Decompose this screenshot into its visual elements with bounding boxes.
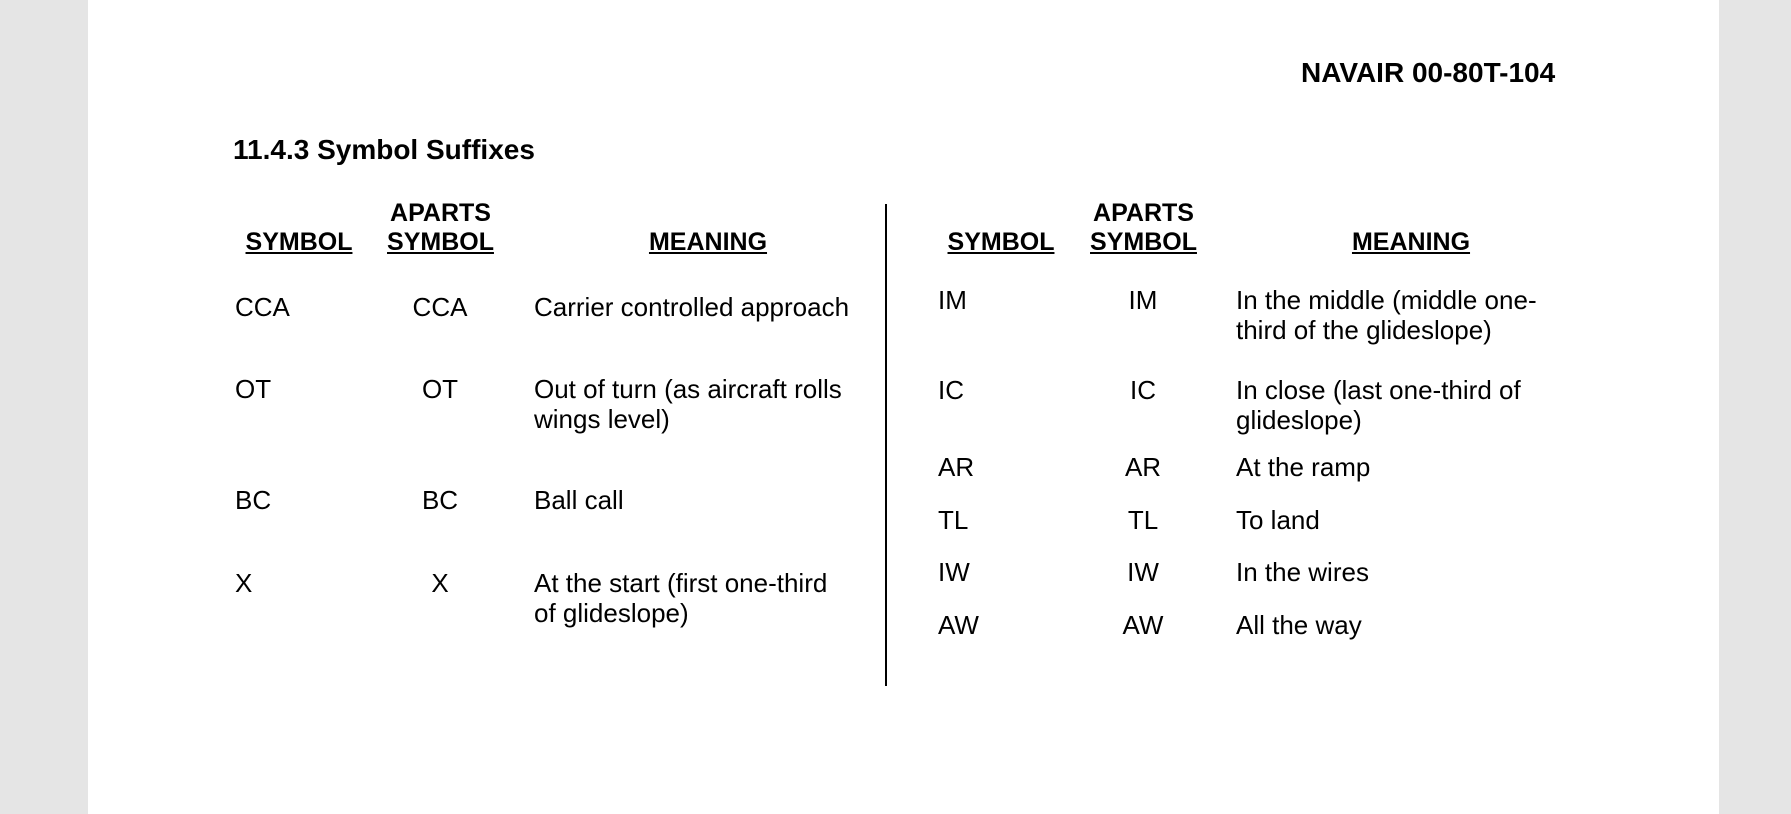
left-row-4-meaning: At the start (first one-third of glideslope) (534, 568, 828, 628)
left-row-4-symbol: X (235, 568, 253, 598)
right-row-1-aparts: IM (1128, 285, 1158, 315)
right-row-4-aparts: TL (1127, 505, 1159, 535)
left-row-1-symbol: CCA (235, 292, 290, 322)
right-row-4-symbol: TL (938, 505, 969, 535)
right-row-2-symbol: IC (938, 375, 964, 405)
right-row-3-meaning: At the ramp (1236, 452, 1371, 482)
right-row-5-meaning: In the wires (1236, 557, 1369, 587)
left-row-2-meaning: Out of turn (as aircraft rolls wings level) (534, 374, 842, 434)
right-row-1-meaning: In the middle (middle one- third of the glideslope) (1236, 285, 1537, 345)
left-row-3-meaning: Ball call (534, 485, 624, 515)
right-row-2-aparts: IC (1130, 375, 1156, 405)
left-row-4-aparts: X (431, 568, 449, 598)
right-row-6-meaning: All the way (1236, 610, 1362, 640)
document-id: NAVAIR 00-80T-104 (1301, 57, 1556, 88)
left-aparts-header-line1: APARTS (390, 199, 491, 227)
document-page (88, 0, 1719, 814)
left-meaning-header: MEANING (648, 228, 768, 256)
left-row-2-aparts: OT (421, 374, 459, 404)
right-row-4-meaning: To land (1236, 505, 1320, 535)
right-row-3-aparts: AR (1124, 452, 1162, 482)
left-symbol-header: SYMBOL (245, 228, 353, 256)
left-row-3-symbol: BC (235, 485, 272, 515)
right-row-5-symbol: IW (938, 557, 970, 587)
right-meaning-header: MEANING (1351, 228, 1471, 256)
right-aparts-header (1081, 199, 1206, 257)
left-aparts-header-line2: SYMBOL (387, 228, 494, 256)
left-row-2-symbol: OT (235, 374, 272, 404)
right-row-6-aparts: AW (1122, 610, 1164, 640)
left-row-3-aparts: BC (421, 485, 459, 515)
right-aparts-header-line2: SYMBOL (1090, 228, 1197, 256)
right-row-2-meaning: In close (last one-third of glideslope) (1236, 375, 1521, 435)
right-row-3-symbol: AR (938, 452, 975, 482)
left-row-1-meaning: Carrier controlled approach (534, 292, 850, 322)
right-row-5-aparts: IW (1127, 557, 1159, 587)
left-aparts-header (378, 199, 503, 257)
column-divider (885, 204, 887, 686)
right-row-1-symbol: IM (938, 285, 967, 315)
right-symbol-header: SYMBOL (947, 228, 1055, 256)
right-aparts-header-line1: APARTS (1093, 199, 1194, 227)
left-row-1-aparts: CCA (412, 292, 468, 322)
right-row-6-symbol: AW (938, 610, 979, 640)
section-title: 11.4.3 Symbol Suffixes (233, 134, 535, 165)
